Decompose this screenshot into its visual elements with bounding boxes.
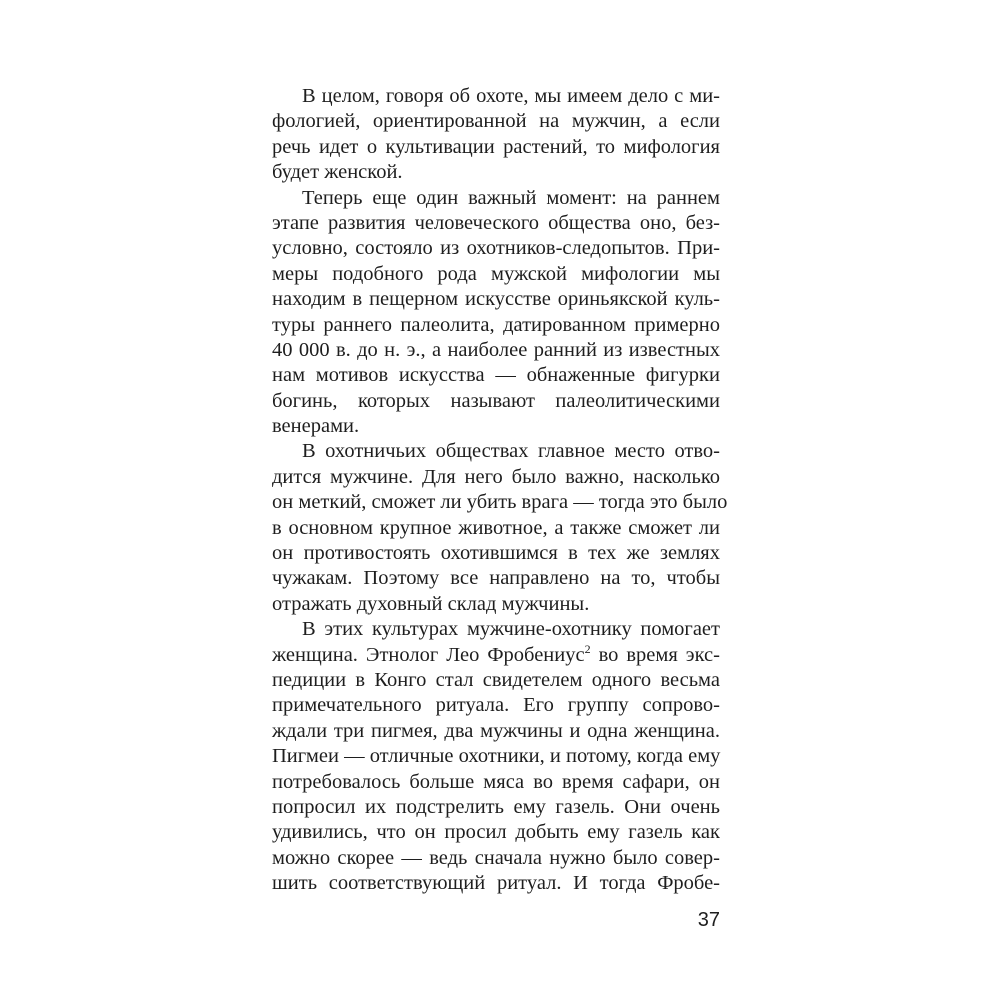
text-line: В этих культурах мужчине-охотнику помогает bbox=[302, 618, 720, 641]
text-line: нам мотивов искусства — обнаженные фигурки bbox=[272, 364, 720, 387]
text-line: дится мужчине. Для него было важно, насколько bbox=[272, 465, 720, 488]
text-line: 40 000 в. до н. э., а наиболее ранний из известных bbox=[272, 338, 720, 361]
text-line: он меткий, сможет ли убить врага — тогда это было bbox=[272, 491, 728, 514]
text-line: богинь, которых называют палеолитическими bbox=[272, 389, 720, 412]
text-line: речь идет о культивации растений, то мифология bbox=[272, 135, 720, 158]
text-line: можно скорее — ведь сначала нужно было совер- bbox=[272, 846, 720, 869]
text-line: шить соответствующий ритуал. И тогда Фробе- bbox=[272, 872, 720, 895]
text-line: примечательного ритуала. Его группу сопрово- bbox=[272, 694, 720, 717]
text-line: педиции в Конго стал свидетелем одного весьма bbox=[272, 668, 720, 691]
text-line: Теперь еще один важный момент: на раннем bbox=[302, 186, 720, 209]
text-line: В целом, говоря об охоте, мы имеем дело с ми- bbox=[302, 85, 720, 107]
text-line: удивились, что он просил добыть ему газель как bbox=[272, 821, 720, 844]
text-line: венерами. bbox=[272, 415, 360, 438]
text-line-with-footnote bbox=[272, 643, 720, 668]
text-line: меры подобного рода мужской мифологии мы bbox=[272, 262, 720, 285]
text-segment: во время экс- bbox=[590, 643, 720, 666]
text-line: будет женской. bbox=[272, 161, 403, 184]
text-line: В охотничьих обществах главное место отво- bbox=[302, 440, 720, 463]
text-line: в основном крупное животное, а также сможет ли bbox=[272, 516, 720, 539]
text-line: попросил их подстрелить ему газель. Они очень bbox=[272, 795, 720, 818]
text-line: он противостоять охотившимся в тех же землях bbox=[272, 542, 720, 565]
text-line: Пигмеи — отличные охотники, и потому, когда ему bbox=[272, 745, 721, 768]
text-line: этапе развития человеческого общества оно, без- bbox=[272, 211, 720, 234]
text-line: чужакам. Поэтому все направлено на то, чтобы bbox=[272, 567, 720, 590]
text-line: ждали три пигмея, два мужчины и одна женщина. bbox=[272, 719, 720, 742]
text-line: отражать духовный склад мужчины. bbox=[272, 592, 590, 615]
text-segment: женщина. Этнолог Лео Фробениус bbox=[272, 643, 585, 666]
footnote-marker[interactable]: 2 bbox=[584, 641, 591, 656]
text-line: фологией, ориентированной на мужчин, а если bbox=[272, 110, 720, 133]
text-line: туры раннего палеолита, датированном примерно bbox=[272, 313, 720, 336]
body-text bbox=[272, 84, 728, 897]
page-number: 37 bbox=[697, 909, 720, 931]
text-line: находим в пещерном искусстве ориньякской куль- bbox=[272, 288, 720, 311]
text-line: условно, состояло из охотников-следопытов. При- bbox=[272, 237, 720, 260]
text-line: потребовалось больше мяса во время сафари, он bbox=[272, 770, 720, 793]
